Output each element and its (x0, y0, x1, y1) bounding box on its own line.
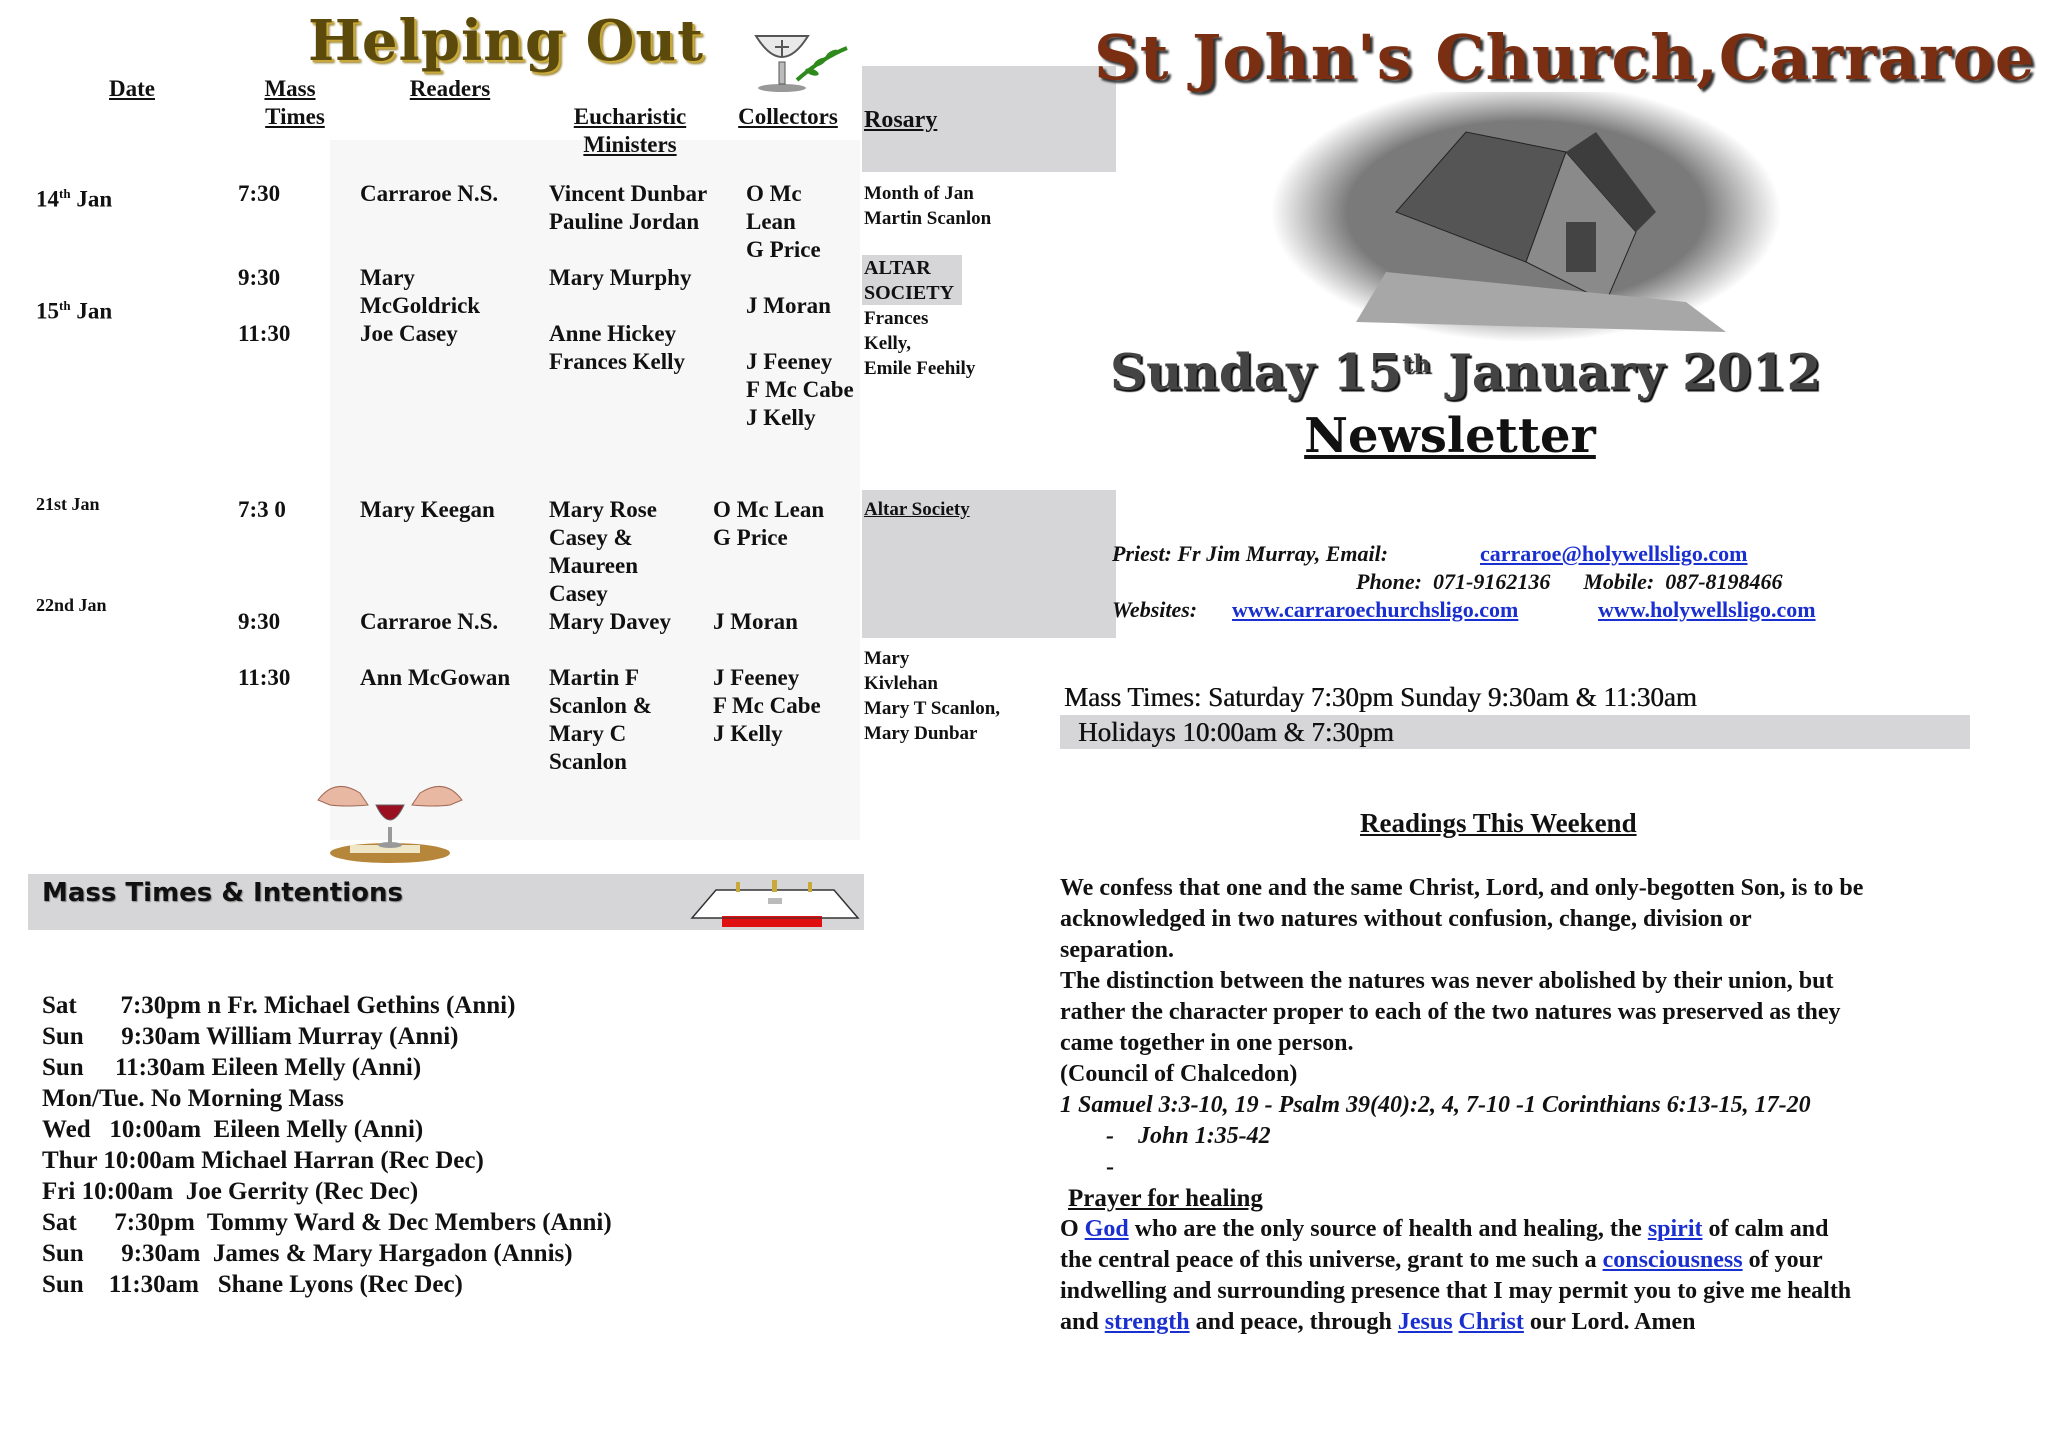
col-1b-w1: Lean (746, 209, 796, 234)
prayer-line-3: indwelling and surrounding presence that I may permit you to give me health (1060, 1278, 1852, 1304)
altar-names-3-w1: Emile Feehily (864, 358, 976, 379)
reader-1-w2: Mary Keegan (360, 497, 495, 522)
date-14-jan: 14th Jan (36, 186, 113, 212)
readings-p1-l3: separation. (1060, 937, 1174, 963)
col-2-w2: J Moran (713, 609, 798, 634)
col-3a-w1: J Feeney (746, 349, 833, 374)
altar-names-3-w2: Mary T Scanlon, (864, 698, 1001, 719)
col-3c-w1: J Kelly (746, 405, 816, 430)
readings-p1-l2: acknowledged in two natures without confusion, change, division or (1060, 906, 1752, 932)
em-3c-w2: Mary C (549, 721, 627, 746)
link-christ[interactable]: Christ (1458, 1309, 1524, 1335)
newsletter-title: Newsletter (1304, 408, 1596, 464)
phone-line: Phone: 071-9162136 Mobile: 087-8198466 (1356, 569, 1783, 594)
readings-p1-l1: We confess that one and the same Christ, Lord, and only-begotten Son, is to be (1060, 875, 1864, 901)
prayer-title: Prayer for healing (1068, 1185, 1263, 1212)
reader-3-w2: Ann McGowan (360, 665, 511, 690)
readings-references: 1 Samuel 3:3-10, 19 - Psalm 39(40):2, 4, 7-10 -1 Corinthians 6:13-15, 17-20 (1060, 1092, 1811, 1118)
prayer-line-1: O God who are the only source of health and healing, the spirit of calm and (1060, 1216, 1829, 1242)
mass-intention-line: Fri 10:00am Joe Gerrity (Rec Dec) (42, 1178, 419, 1205)
col-3a-w2: J Feeney (713, 665, 800, 690)
altar-icon (686, 878, 864, 928)
em-2-w1: Mary Murphy (549, 265, 692, 290)
altar-names-1-w1: Frances (864, 308, 929, 329)
col-1a-w2: O Mc Lean (713, 497, 825, 522)
websites-label: Websites: (1112, 597, 1198, 622)
mass-intention-line: Sun 11:30am Eileen Melly (Anni) (42, 1054, 422, 1081)
mass-intention-line: Mon/Tue. No Morning Mass (42, 1085, 344, 1112)
time-1-w2: 7:3 0 (238, 497, 286, 522)
time-1-w1: 7:30 (238, 181, 281, 206)
altar-names-2-w2: Kivlehan (864, 673, 938, 694)
mass-intention-line: Sun 9:30am William Murray (Anni) (42, 1023, 459, 1050)
col-3b-w2: F Mc Cabe (713, 693, 821, 718)
header-mass: Mass (264, 76, 316, 101)
reader-1-w1: Carraroe N.S. (360, 181, 499, 206)
readings-council: (Council of Chalcedon) (1060, 1061, 1298, 1087)
date-15-jan: 15th Jan (36, 298, 113, 324)
mass-intention-line: Sat 7:30pm n Fr. Michael Gethins (Anni) (42, 992, 516, 1019)
header-rosary: Rosary (864, 107, 938, 133)
rosary-2-w1: Martin Scanlon (864, 208, 992, 229)
em-1a-w1: Vincent Dunbar (549, 181, 708, 206)
mass-intention-line: Sun 9:30am James & Mary Hargadon (Annis) (42, 1240, 573, 1267)
priest-email-line: Priest: Fr Jim Murray, Email: (1112, 541, 1389, 566)
readings-p2-l3: came together in one person. (1060, 1030, 1354, 1056)
mass-intention-line: Sun 11:30am Shane Lyons (Rec Dec) (42, 1271, 463, 1298)
church-title: St John's Church,Carraroe (1094, 21, 2036, 94)
church-photo (1266, 92, 1786, 352)
em-3d-w2: Scanlon (549, 749, 627, 774)
altar-society-2-w1: SOCIETY (864, 282, 955, 304)
email-link[interactable]: carraroe@holywellsligo.com (1480, 541, 1748, 566)
em-3b-w2: Scanlon & (549, 693, 652, 718)
link-strength[interactable]: strength (1104, 1309, 1190, 1335)
website-link-2[interactable]: www.holywellsligo.com (1598, 597, 1816, 622)
mass-times-line-1: Mass Times: Saturday 7:30pm Sunday 9:30am & 11:30am (1064, 682, 1697, 712)
mass-intentions-title: Mass Times & Intentions (42, 878, 403, 908)
col-1c-w1: G Price (746, 237, 821, 262)
mass-intention-line: Wed 10:00am Eileen Melly (Anni) (42, 1116, 424, 1143)
mass-intention-line: Thur 10:00am Michael Harran (Rec Dec) (42, 1147, 484, 1174)
em-1b-w1: Pauline Jordan (549, 209, 700, 234)
time-2-w1: 9:30 (238, 265, 281, 290)
em-1a-w2: Mary Rose (549, 497, 657, 522)
em-3a-w1: Anne Hickey (549, 321, 677, 346)
altar-society-w2: Altar Society (864, 499, 970, 520)
readings-title: Readings This Weekend (1360, 808, 1637, 838)
col-1b-w2: G Price (713, 525, 788, 550)
altar-society-1-w1: ALTAR (864, 257, 931, 279)
col-2-w1: J Moran (746, 293, 831, 318)
prayer-line-2: the central peace of this universe, grant to me such a consciousness of your (1060, 1247, 1823, 1273)
readings-p2-l2: rather the character proper to each of the two natures was preserved as they (1060, 999, 1841, 1025)
altar-names-4-w2: Mary Dunbar (864, 723, 978, 744)
col-3c-w2: J Kelly (713, 721, 783, 746)
header-times: Times (265, 104, 325, 129)
em-3a-w2: Martin F (549, 665, 640, 690)
mass-intention-line: Sat 7:30pm Tommy Ward & Dec Members (Anni) (42, 1209, 612, 1236)
readings-p2-l1: The distinction between the natures was never abolished by their union, but (1060, 968, 1834, 994)
col-3b-w1: F Mc Cabe (746, 377, 854, 402)
reader-2a-w1: Mary (360, 265, 415, 290)
website-link-1[interactable]: www.carraroechurchsligo.com (1232, 597, 1519, 622)
em-2-w2: Mary Davey (549, 609, 671, 634)
em-3b-w1: Frances Kelly (549, 349, 686, 374)
link-consciousness[interactable]: consciousness (1602, 1247, 1743, 1273)
date-22-jan: 22nd Jan (36, 595, 107, 615)
hands-chalice-image (310, 765, 470, 865)
readings-gospel: - John 1:35-42 (1106, 1123, 1271, 1149)
date-21-jan: 21st Jan (36, 494, 100, 514)
header-collectors: Collectors (738, 104, 838, 129)
rosary-1-w1: Month of Jan (864, 183, 974, 204)
readings-dash: - (1106, 1154, 1114, 1180)
em-1b-w2: Casey & (549, 525, 633, 550)
em-1c-w2: Maureen (549, 553, 639, 578)
altar-names-1-w2: Mary (864, 648, 910, 669)
header-date: Date (109, 76, 155, 101)
time-3-w2: 11:30 (238, 665, 291, 690)
chalice-icon (742, 18, 852, 93)
header-readers: Readers (409, 76, 491, 101)
header-ministers: Ministers (583, 132, 677, 157)
prayer-line-4: and strength and peace, through Jesus Christ our Lord. Amen (1060, 1309, 1696, 1335)
em-1d-w2: Casey (549, 581, 608, 606)
altar-names-2-w1: Kelly, (864, 333, 911, 354)
reader-3-w1: Joe Casey (360, 321, 458, 346)
reader-2-w2: Carraroe N.S. (360, 609, 499, 634)
date-line: Sunday 15th January 2012 (1110, 342, 1822, 402)
header-eucharistic: Eucharistic (573, 104, 687, 129)
mass-times-line-2: Holidays 10:00am & 7:30pm (1078, 717, 1394, 747)
helping-out-title: Helping Out (308, 8, 704, 74)
time-3-w1: 11:30 (238, 321, 291, 346)
link-jesus[interactable]: Jesus (1397, 1309, 1453, 1335)
time-2-w2: 9:30 (238, 609, 281, 634)
col-1a-w1: O Mc (746, 181, 802, 206)
reader-2b-w1: McGoldrick (360, 293, 481, 318)
link-spirit[interactable]: spirit (1647, 1216, 1703, 1242)
link-god[interactable]: God (1084, 1216, 1129, 1242)
